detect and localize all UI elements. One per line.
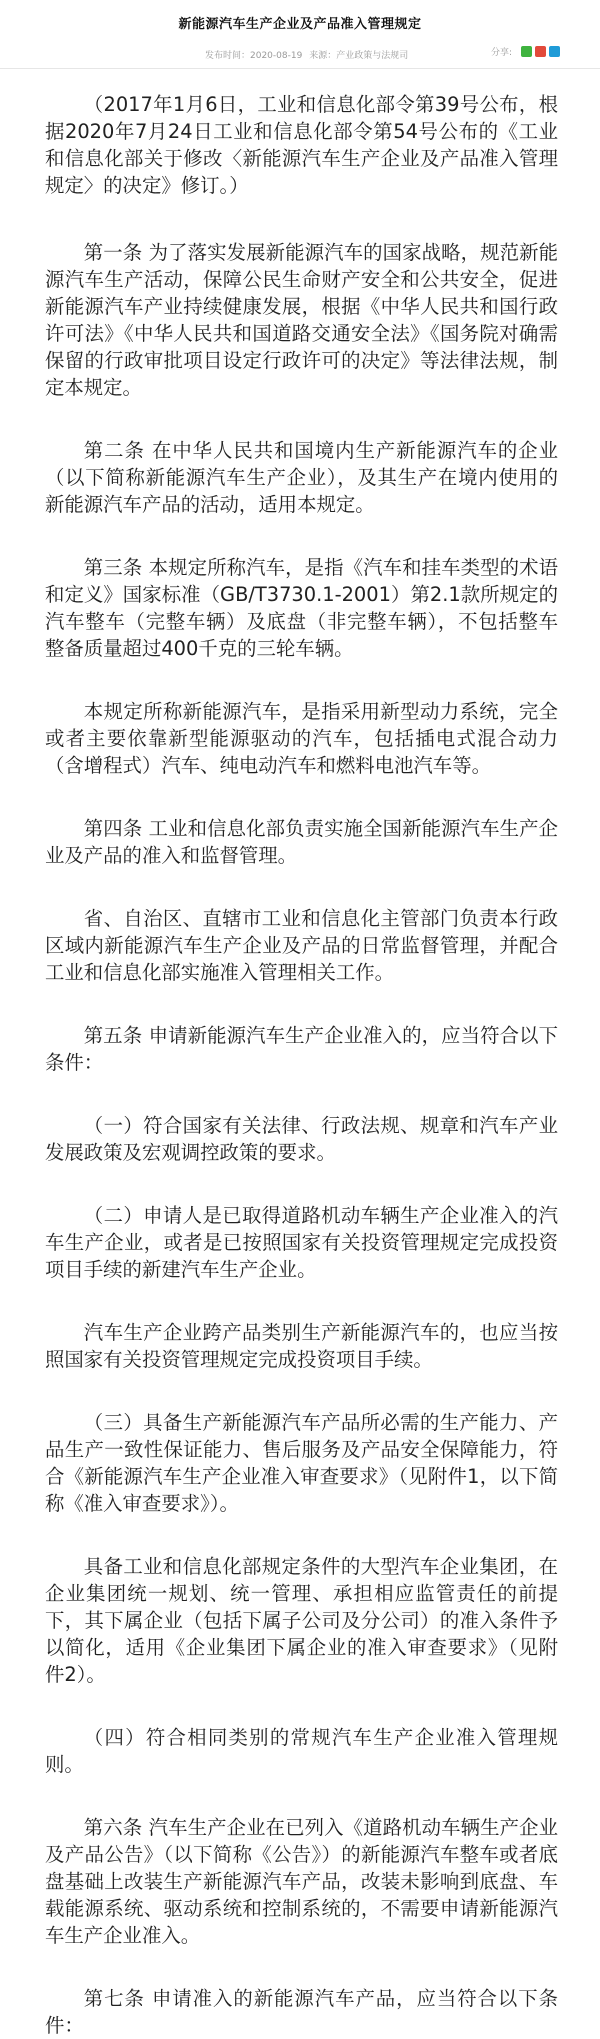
wechat-icon[interactable]	[521, 46, 532, 57]
paragraph-article-7: 第七条 申请准入的新能源汽车产品，应当符合以下条件：	[45, 1987, 558, 2037]
article-meta	[205, 48, 412, 61]
share-label: 分享:	[490, 48, 512, 58]
qq-icon[interactable]	[549, 46, 560, 57]
article-title: 新能源汽车生产企业及产品准入管理规定	[178, 17, 422, 32]
paragraph-preamble: （2017年1月6日，工业和信息化部令第39号公布，根据2020年7月24日工业和信息化部令第54号公布的《工业和信息化部关于修改〈新能源汽车生产企业及产品准入管理规定〉的决定》修订。）	[45, 93, 558, 197]
paragraph-article-5-item-2: （二）申请人是已取得道路机动车辆生产企业准入的汽车生产企业，或者是已按照国家有关投资管理规定完成投资项目手续的新建汽车生产企业。	[45, 1204, 558, 1281]
paragraph-article-1: 第一条 为了落实发展新能源汽车的国家战略，规范新能源汽车生产活动，保障公民生命财产安全和公共安全，促进新能源汽车产业持续健康发展，根据《中华人民共和国行政许可法》《中华人民共和国道路交通安全法》《国务院对确需保留的行政审批项目设定行政许可的决定》等法律法规，制定本规定。	[45, 241, 558, 399]
article-source: 来源：产业政策与法规司	[309, 51, 409, 61]
paragraph-article-5-item-2-note: 汽车生产企业跨产品类别生产新能源汽车的，也应当按照国家有关投资管理规定完成投资项目手续。	[45, 1321, 558, 1371]
weibo-icon[interactable]	[535, 46, 546, 57]
paragraph-article-2: 第二条 在中华人民共和国境内生产新能源汽车的企业（以下简称新能源汽车生产企业），及其生产在境内使用的新能源汽车产品的活动，适用本规定。	[45, 439, 558, 516]
article-header	[0, 0, 600, 69]
article-body	[0, 69, 600, 2039]
paragraph-article-4-local: 省、自治区、直辖市工业和信息化主管部门负责本行政区域内新能源汽车生产企业及产品的日常监督管理，并配合工业和信息化部实施准入管理相关工作。	[45, 907, 558, 984]
paragraph-article-5-item-3: （三）具备生产新能源汽车产品所必需的生产能力、产品生产一致性保证能力、售后服务及产品安全保障能力，符合《新能源汽车生产企业准入审查要求》（见附件1，以下简称《准入审查要求》）。	[45, 1411, 558, 1515]
paragraph-article-5-item-3-group: 具备工业和信息化部规定条件的大型汽车企业集团，在企业集团统一规划、统一管理、承担相应监管责任的前提下，其下属企业（包括下属子公司及分公司）的准入条件予以简化，适用《企业集团下属企业的准入审查要求》（见附件2）。	[45, 1555, 558, 1686]
paragraph-article-3-definition: 本规定所称新能源汽车，是指采用新型动力系统，完全或者主要依靠新型能源驱动的汽车，包括插电式混合动力（含增程式）汽车、纯电动汽车和燃料电池汽车等。	[45, 700, 558, 777]
paragraph-article-6: 第六条 汽车生产企业在已列入《道路机动车辆生产企业及产品公告》（以下简称《公告》）的新能源汽车整车或者底盘基础上改装生产新能源汽车产品，改装未影响到底盘、车载能源系统、驱动系统和控制系统的，不需要申请新能源汽车生产企业准入。	[45, 1816, 558, 1947]
publish-time: 发布时间：2020-08-19	[205, 51, 303, 61]
share-bar	[491, 45, 560, 58]
paragraph-article-5: 第五条 申请新能源汽车生产企业准入的，应当符合以下条件：	[45, 1024, 558, 1074]
paragraph-article-5-item-1: （一）符合国家有关法律、行政法规、规章和汽车产业发展政策及宏观调控政策的要求。	[45, 1114, 558, 1164]
paragraph-article-4: 第四条 工业和信息化部负责实施全国新能源汽车生产企业及产品的准入和监督管理。	[45, 817, 558, 867]
paragraph-article-3: 第三条 本规定所称汽车，是指《汽车和挂车类型的术语和定义》国家标准（GB/T3730.1-2001）第2.1款所规定的汽车整车（完整车辆）及底盘（非完整车辆），不包括整车整备质量超过400千克的三轮车辆。	[45, 556, 558, 660]
paragraph-article-5-item-4: （四）符合相同类别的常规汽车生产企业准入管理规则。	[45, 1726, 558, 1776]
